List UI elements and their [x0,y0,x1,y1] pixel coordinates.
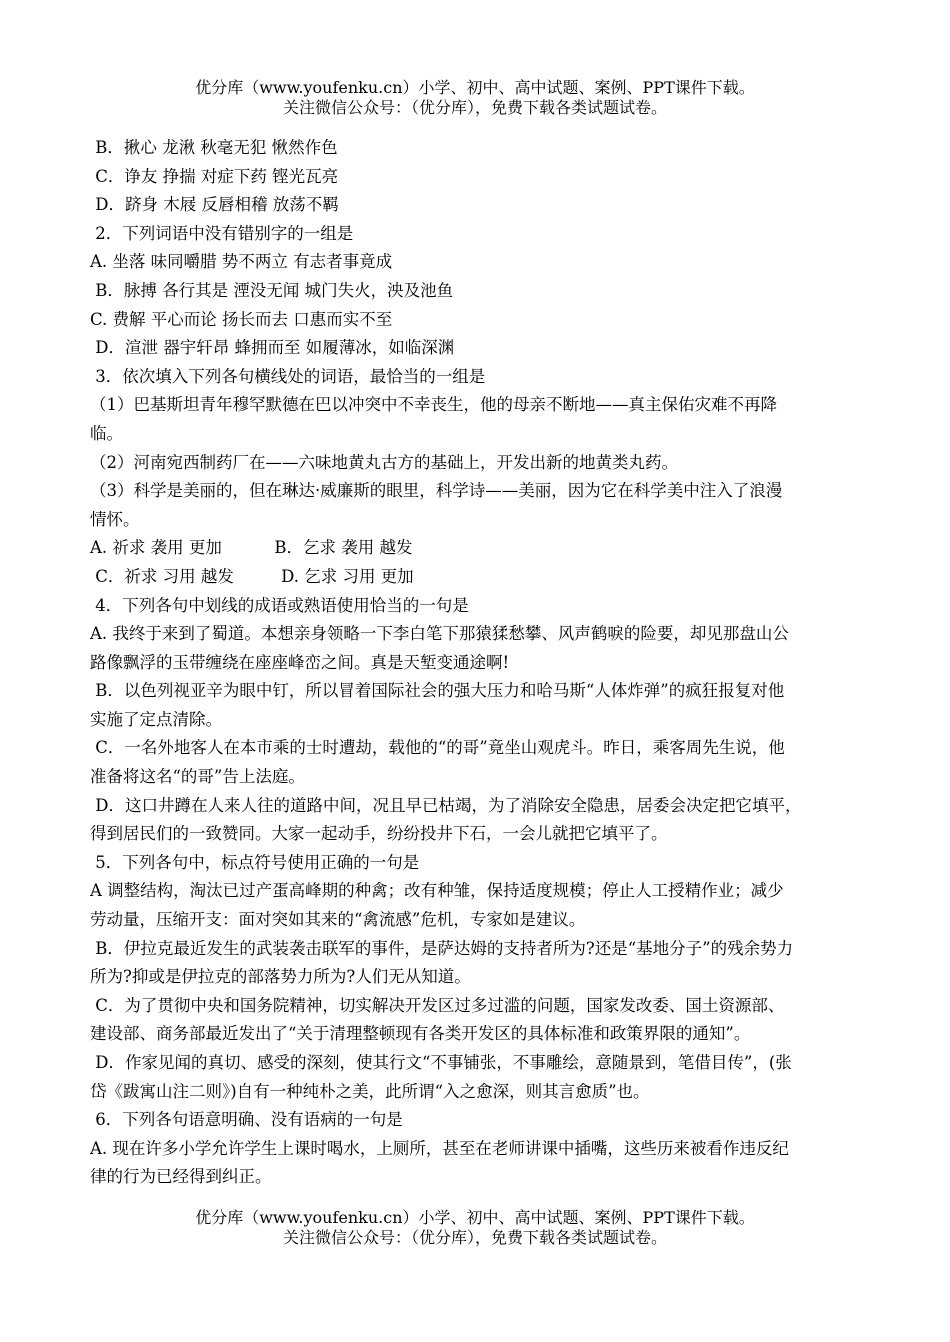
footer-line-1: 优分库（www.youfenku.cn）小学、初中、高中试题、案例、PPT课件下载。 [195,1208,755,1227]
text-line: 4．下列各句中划线的成语或熟语使用恰当的一句是 [90,595,469,615]
text-line: C．一名外地客人在本市乘的士时遭劫，载他的“的哥”竟坐山观虎斗。昨日，乘客周先生说，他 [90,738,785,758]
text-line: D．作家见闻的真切、感受的深刻，使其行文“不事铺张，不事雕绘，意随景到，笔借目传”，(张 [90,1053,792,1072]
footer-line-2: 关注微信公众号：（优分库），免费下载各类试题试卷。 [282,1228,667,1247]
text-line: （3）科学是美丽的，但在琳达·威廉斯的眼里，科学诗——美丽，因为它在科学美中注入了浪漫 [90,481,783,501]
text-line: 律的行为已经得到纠正。 [90,1167,272,1187]
text-line: 所为?抑或是伊拉克的部落势力所为?人们无从知道。 [90,967,471,987]
text-line: C．诤友 挣揣 对症下药 铿光瓦亮 [90,166,339,186]
text-line: B．脉搏 各行其是 湮没无闻 城门失火，泱及池鱼 [90,280,454,300]
text-line: 路像飘浮的玉带缠绕在座座峰峦之间。真是天堑变通途啊! [90,652,510,672]
text-line: 岱《跋寓山注二则》)自有一种纯朴之美，此所谓“入之愈深，则其言愈质”也。 [90,1081,650,1101]
text-line: B．伊拉克最近发生的武装袭击联军的事件，是萨达姆的支持者所为?还是“基地分子”的残余势力 [90,938,794,958]
header-line-1: 优分库（www.youfenku.cn）小学、初中、高中试题、案例、PPT课件下载。 [195,78,755,97]
text-line: C．为了贯彻中央和国务院精神，切实解决开发区过多过滥的问题，国家发改委、国土资源部、 [90,995,785,1015]
text-line: （2）河南宛西制药厂在——六味地黄丸古方的基础上，开发出新的地黄类丸药。 [90,452,678,472]
text-line: C. 费解 平心而论 扬长而去 口惠而实不至 [90,309,393,329]
text-line: 6．下列各句语意明确、没有语病的一句是 [90,1110,403,1130]
page-footer [0,1208,950,1248]
text-line: 实施了定点清除。 [90,709,222,729]
text-line: （1）巴基斯坦青年穆罕默德在巴以冲突中不幸丧生，他的母亲不断地——真主保佑灾难不再降 [90,395,777,415]
text-line: 3．依次填入下列各句横线处的词语，最恰当的一组是 [90,366,486,386]
text-line: B．揪心 龙湫 秋毫无犯 愀然作色 [90,138,338,157]
text-line: A. 现在许多小学允许学生上课时喝水，上厕所，甚至在老师讲课中插嘴，这些历来被看作违反纪 [90,1138,789,1158]
text-line: D．跻身 木屐 反唇相稽 放荡不羁 [90,195,339,215]
document-body [90,134,874,1192]
text-line: 准备将这名“的哥”告上法庭。 [90,767,305,787]
text-line: 建设部、商务部最近发出了“关于清理整顿现有各类开发区的具体标准和政策界限的通知”。 [90,1024,751,1044]
text-line: D．渲泄 器宇轩昂 蜂拥而至 如履薄冰，如临深渊 [90,338,455,358]
text-line: A. 祈求 袭用 更加 B．乞求 袭用 越发 [90,538,413,558]
text-line: A 调整结构，淘汰已过产蛋高峰期的种禽；改有种雏，保持适度规模；停止人工授精作业；减少 [90,881,784,901]
text-line: 5．下列各句中，标点符号使用正确的一句是 [90,852,420,872]
text-line: 得到居民们的一致赞同。大家一起动手，纷纷投井下石，一会儿就把它填平了。 [90,824,668,844]
text-line: A. 坐落 味同嚼腊 势不两立 有志者事竟成 [90,252,393,272]
page-header [0,78,950,118]
text-line: 劳动量，压缩开支：面对突如其来的“禽流感”危机，专家如是建议。 [90,910,586,930]
text-line: D．这口井蹲在人来人往的道路中间，况且早已枯竭，为了消除安全隐患，居委会决定把它填平， [90,795,802,815]
text-line: 2．下列词语中没有错别字的一组是 [90,223,354,243]
text-line: B．以色列视亚辛为眼中钉，所以冒着国际社会的强大压力和哈马斯“人体炸弹”的疯狂报复对他 [90,681,785,701]
text-line: 情怀。 [90,509,140,529]
text-line: 临。 [90,423,123,443]
text-line: C．祈求 习用 越发 D. 乞求 习用 更加 [90,566,414,586]
header-line-2: 关注微信公众号：（优分库），免费下载各类试题试卷。 [282,98,667,117]
text-line: A. 我终于来到了蜀道。本想亲身领略一下李白笔下那猿猱愁攀、风声鹤唳的险要，却见那盘山公 [90,624,789,644]
